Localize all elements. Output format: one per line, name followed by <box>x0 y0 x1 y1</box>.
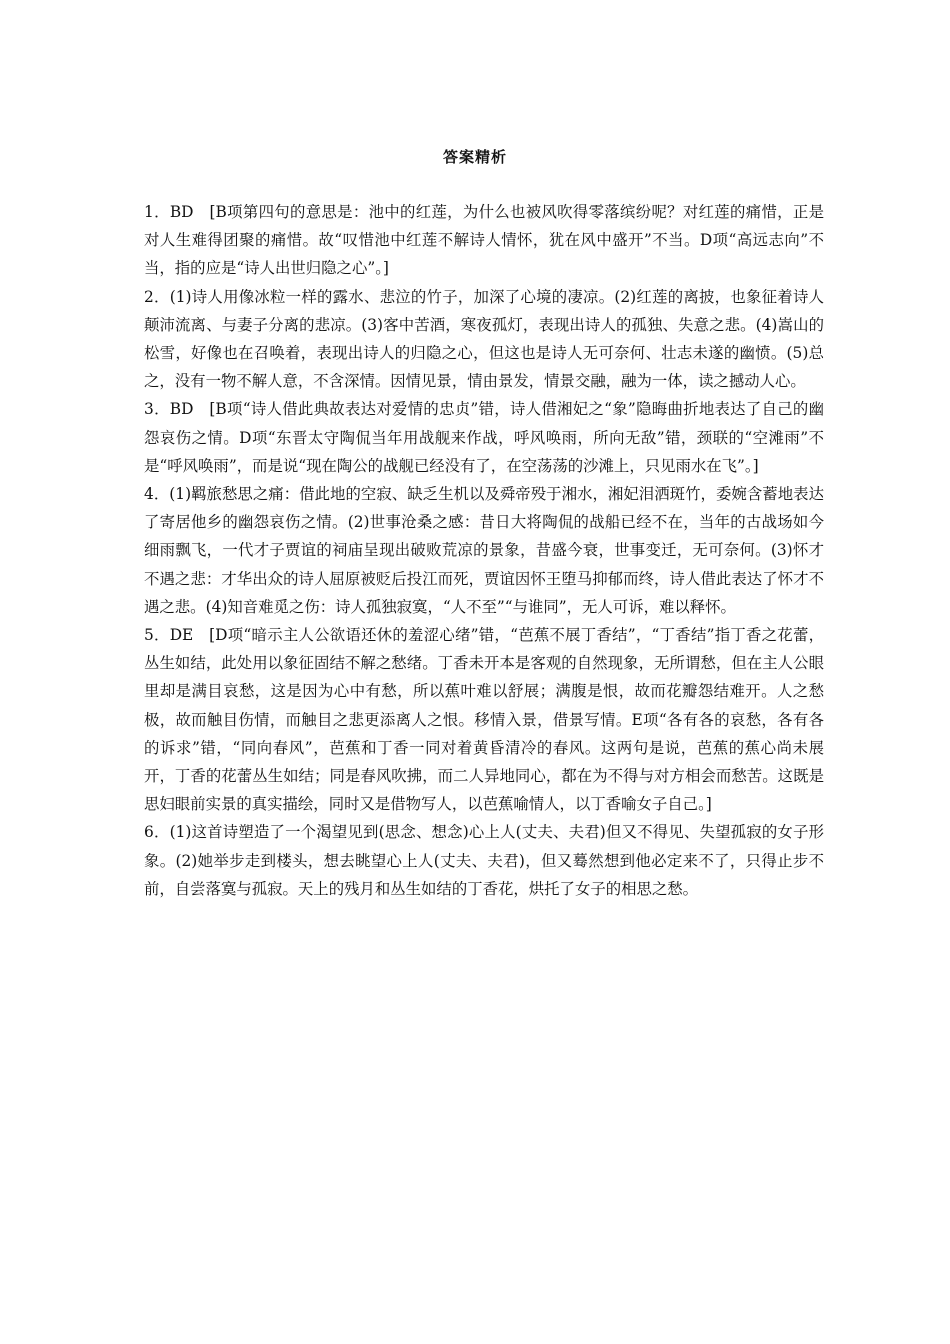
answer-item-5: 5．DE [D项“暗示主人公欲语还休的羞涩心绪”错，“芭蕉不展丁香结”，“丁香结”指丁香之花蕾，丛生如结，此处用以象征固结不解之愁绪。丁香未开本是客观的自然现象，无所谓愁，但在主人公眼里却是满目哀愁，这是因为心中有愁，所以蕉叶难以舒展；满腹是恨，故而花瓣怨结难开。人之愁极，故而触目伤情，而触目之悲更添离人之恨。移情入景，借景写情。E项“各有各的哀愁，各有各的诉求”错，“同向春风”，芭蕉和丁香一同对着黄昏清冷的春风。这两句是说，芭蕉的蕉心尚未展开，丁香的花蕾丛生如结；同是春风吹拂，而二人异地同心，都在为不得与对方相会而愁苦。这既是思妇眼前实景的真实描绘，同时又是借物写人，以芭蕉喻情人，以丁香喻女子自己。] <box>144 626 824 814</box>
answer-item-4: 4．(1)羁旅愁思之痛：借此地的空寂、缺乏生机以及舜帝殁于湘水，湘妃泪洒斑竹，委婉含蓄地表达了寄居他乡的幽怨哀伤之情。(2)世事沧桑之感：昔日大将陶侃的战船已经不在，当年的古战场如今细雨飘飞，一代才子贾谊的祠庙呈现出破败荒凉的景象，昔盛今衰，世事变迁，无可奈何。(3)怀才不遇之悲：才华出众的诗人屈原被贬后投江而死，贾谊因怀王堕马抑郁而终，诗人借此表达了怀才不遇之悲。(4)知音难觅之伤：诗人孤独寂寞，“人不至”“与谁同”，无人可诉，难以释怀。 <box>144 485 824 616</box>
page-title: 答案精析 <box>442 148 507 166</box>
answer-item-3: 3．BD [B项“诗人借此典故表达对爱情的忠贞”错，诗人借湘妃之“象”隐晦曲折地表达了自己的幽怨哀伤之情。D项“东晋太守陶侃当年用战舰来作战，呼风唤雨，所向无敌”错，颈联的“空滩雨”不是“呼风唤雨”，而是说“现在陶公的战舰已经没有了，在空荡荡的沙滩上，只见雨水在飞”。] <box>144 400 824 475</box>
answer-item-1: 1．BD [B项第四句的意思是：池中的红莲，为什么也被风吹得零落缤纷呢？对红莲的痛惜，正是对人生难得团聚的痛惜。故“叹惜池中红莲不解诗人情怀，犹在风中盛开”不当。D项“高远志向”不当，指的应是“诗人出世归隐之心”。] <box>144 203 824 278</box>
answer-list <box>144 198 824 903</box>
answer-item-6: 6．(1)这首诗塑造了一个渴望见到(思念、想念)心上人(丈夫、夫君)但又不得见、失望孤寂的女子形象。(2)她举步走到楼头，想去眺望心上人(丈夫、夫君)，但又蓦然想到他必定来不了，只得止步不前，自尝落寞与孤寂。天上的残月和丛生如结的丁香花，烘托了女子的相思之愁。 <box>144 823 824 898</box>
answer-item-2: 2．(1)诗人用像冰粒一样的露水、悲泣的竹子，加深了心境的凄凉。(2)红莲的离披，也象征着诗人颠沛流离、与妻子分离的悲凉。(3)客中苦酒，寒夜孤灯，表现出诗人的孤独、失意之悲。(4)嵩山的松雪，好像也在召唤着，表现出诗人的归隐之心，但这也是诗人无可奈何、壮志未遂的幽愤。(5)总之，没有一物不解人意，不含深情。因情见景，情由景发，情景交融，融为一体，读之撼动人心。 <box>144 287 824 391</box>
